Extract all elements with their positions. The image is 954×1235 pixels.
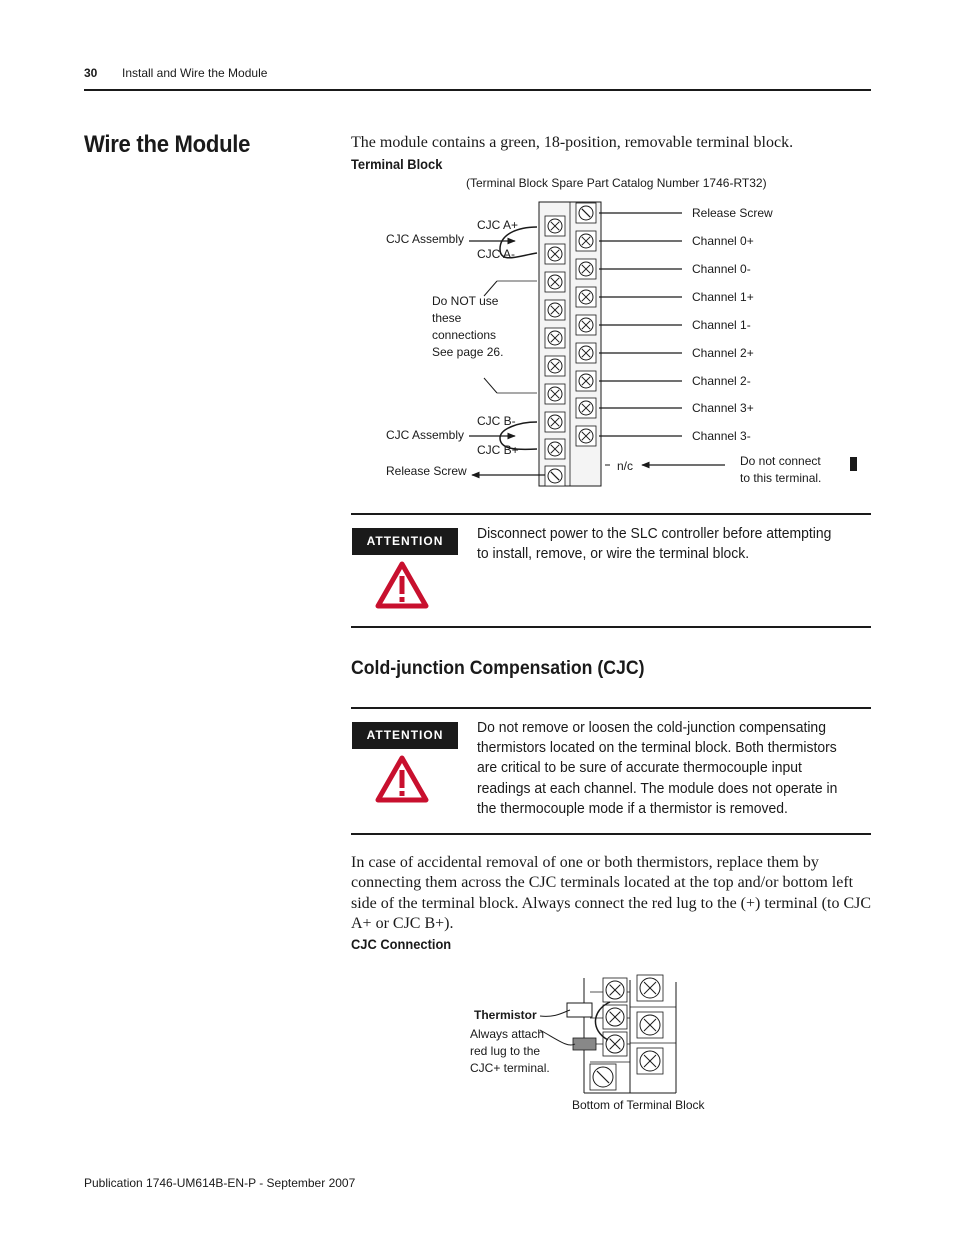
header-rule	[84, 89, 871, 91]
cjc-heading: Cold-junction Compensation (CJC)	[351, 658, 645, 679]
terminal-screw-icon	[545, 439, 565, 459]
terminal-screw-icon	[545, 356, 565, 376]
right-label-7: Channel 3+	[692, 401, 754, 415]
right-label-6: Channel 2-	[692, 374, 751, 388]
do-not-use-line-3: connections	[432, 328, 497, 342]
release-screw-icon	[545, 466, 565, 486]
right-label-2: Channel 0-	[692, 262, 751, 276]
cjc-b-minus-label: CJC B-	[477, 414, 516, 428]
cjc-connection-diagram	[460, 970, 720, 1120]
warning-triangle-icon	[375, 561, 429, 609]
terminal-screw-icon	[603, 1005, 627, 1029]
release-screw-icon	[576, 203, 596, 223]
cjc-note-line-1: Always attach	[470, 1027, 545, 1041]
terminal-screw-icon	[576, 426, 596, 446]
attention-tag: ATTENTION	[352, 722, 458, 749]
right-label-4: Channel 1-	[692, 318, 751, 332]
terminal-screw-icon	[545, 328, 565, 348]
terminal-screw-icon	[545, 244, 565, 264]
intro-paragraph: The module contains a green, 18-position, removable terminal block.	[351, 134, 794, 151]
terminal-screw-icon	[637, 1012, 663, 1038]
cjc-connection-caption: CJC Connection	[351, 936, 452, 952]
thermistor-body	[567, 1003, 592, 1017]
cjc-note-line-2: red lug to the	[470, 1044, 541, 1058]
attention-box-2	[351, 707, 871, 835]
terminal-screw-icon	[545, 412, 565, 432]
thermistor-label: Thermistor	[474, 1008, 537, 1022]
cjc-assembly-bottom-label: CJC Assembly	[386, 428, 465, 442]
do-not-use-line-2: these	[432, 311, 462, 325]
terminal-block-caption: Terminal Block	[351, 156, 443, 172]
terminal-screw-icon	[576, 259, 596, 279]
warning-triangle-icon	[375, 755, 429, 803]
cjc-b-plus-label: CJC B+	[477, 443, 519, 457]
right-label-1: Channel 0+	[692, 234, 754, 248]
attention-tag: ATTENTION	[352, 528, 458, 555]
terminal-screw-icon	[603, 1032, 627, 1056]
right-label-8: Channel 3-	[692, 429, 751, 443]
release-screw-bottom-label: Release Screw	[386, 464, 467, 478]
terminal-block-subcaption: (Terminal Block Spare Part Catalog Number 1746-RT32)	[466, 176, 767, 190]
terminal-screw-icon	[545, 216, 565, 236]
terminal-screw-icon	[576, 231, 596, 251]
terminal-block-diagram	[380, 170, 860, 500]
release-screw-icon	[590, 1064, 616, 1090]
right-label-0: Release Screw	[692, 206, 773, 220]
do-not-use-line-1: Do NOT use	[432, 294, 499, 308]
terminal-screw-icon	[637, 975, 663, 1001]
terminal-screw-icon	[576, 343, 596, 363]
do-not-connect-line-2: to this terminal.	[740, 471, 822, 485]
change-bar	[850, 457, 857, 471]
do-not-connect-line-1: Do not connect	[740, 454, 821, 468]
section-title: Wire the Module	[84, 131, 251, 158]
terminal-screw-icon	[545, 384, 565, 404]
right-label-3: Channel 1+	[692, 290, 754, 304]
terminal-screw-icon	[545, 300, 565, 320]
cjc-a-minus-label: CJC A-	[477, 247, 516, 261]
terminal-screw-icon	[576, 287, 596, 307]
terminal-screw-icon	[576, 315, 596, 335]
page-number: 30	[84, 66, 98, 80]
bottom-of-terminal-block-label: Bottom of Terminal Block	[572, 1098, 705, 1112]
right-label-5: Channel 2+	[692, 346, 754, 360]
cjc-note-line-3: CJC+ terminal.	[470, 1061, 550, 1075]
terminal-screw-icon	[576, 398, 596, 418]
nc-label: n/c	[617, 459, 634, 473]
attention-text: Disconnect power to the SLC controller before attempting to install, remove, or wire the terminal block.	[477, 525, 832, 563]
red-lug	[573, 1038, 596, 1050]
cjc-assembly-top-label: CJC Assembly	[386, 232, 465, 246]
terminal-screw-icon	[603, 978, 627, 1002]
publication-footer: Publication 1746-UM614B-EN-P - September 2007	[84, 1176, 356, 1190]
attention-text: Do not remove or loosen the cold-junction compensating thermistors located on the terminal block. Both thermistors are critical to be sure of accurate thermocouple input readings at each channel. The module does not operate in the thermocouple mode if a thermistor is removed.	[477, 719, 838, 817]
terminal-screw-icon	[576, 371, 596, 391]
terminal-screw-icon	[637, 1048, 663, 1074]
running-header-title: Install and Wire the Module	[122, 66, 268, 80]
do-not-use-line-4: See page 26.	[432, 345, 504, 359]
attention-box-1	[351, 513, 871, 628]
terminal-screw-icon	[545, 272, 565, 292]
cjc-a-plus-label: CJC A+	[477, 218, 519, 232]
thermistor-paragraph: In case of accidental removal of one or both thermistors, replace them by connecting them across the CJC terminals located at the top and/or bottom left side of the terminal block. Always connect the red lug to the (+) terminal (to CJC A+ or CJC B+).	[351, 854, 872, 932]
